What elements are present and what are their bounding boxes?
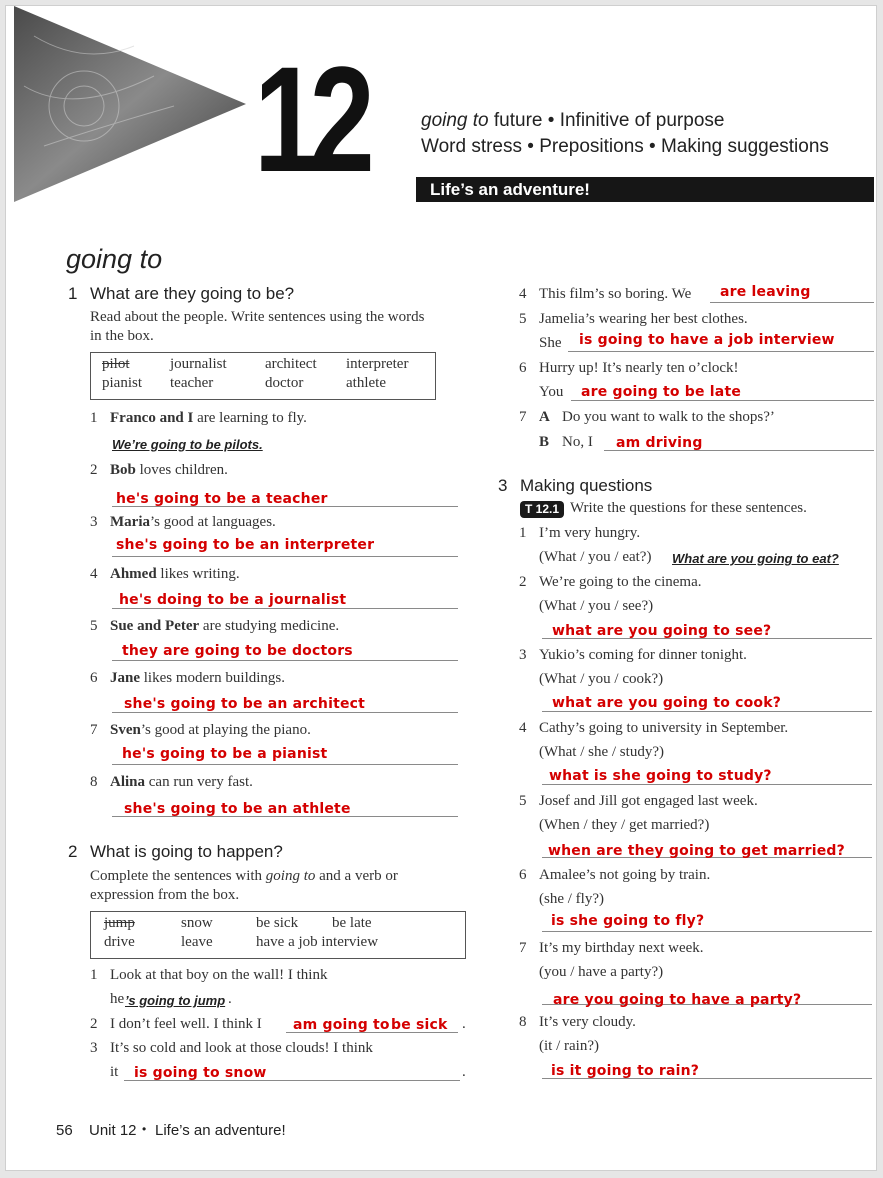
item-sentence: Sven’s good at playing the piano. [110,722,311,738]
item-sentence: Jane likes modern buildings. [110,670,285,686]
answer-text: is it going to rain? [551,1063,700,1079]
item-number: 2 [90,1016,98,1032]
box-word: interpreter [346,356,409,372]
item-sentence: Look at that boy on the wall! I think [110,967,328,983]
ex2-instruction-1: Complete the sentences with going to and a verb or [90,868,398,884]
item-number: 3 [519,647,527,663]
box-word: leave [181,934,213,950]
item-number: 8 [90,774,98,790]
item-cue: (What / she / study?) [539,744,664,760]
answer-line [112,556,458,557]
ex3-number: 3 [498,476,508,495]
answer-text: are you going to have a party? [553,992,802,1008]
unit-number: 12 [254,35,366,203]
answer-text: am driving [616,435,703,451]
box-word: snow [181,915,213,931]
title-banner [416,177,874,202]
ex2-number: 2 [68,842,78,861]
answer-text: be sick [391,1017,448,1033]
item-number: 5 [519,311,527,327]
ex2-title: What is going to happen? [90,842,283,861]
item-number: 3 [90,514,98,530]
answer-line [542,931,872,932]
speaker-a: A [539,409,550,425]
answer-text: are going to be late [581,384,742,400]
item-cue: (What / you / cook?) [539,671,664,687]
box-word: jump [104,915,135,931]
answer-text: are leaving [720,284,811,300]
answer-text: when are they going to get married? [548,843,845,859]
item-sentence: Amalee’s not going by train. [539,867,711,883]
item-number: 2 [90,462,98,478]
item-number: 7 [519,409,527,425]
audio-track-badge: T 12.1 [520,501,564,518]
item-sentence: Maria’s good at languages. [110,514,276,530]
answer-text: what is she going to study? [549,768,772,784]
answer-line [542,711,872,712]
item-cue: (it / rain?) [539,1038,599,1054]
item-continuation: She [539,335,562,351]
item-sentence: It’s very cloudy. [539,1014,636,1030]
item-number: 4 [519,286,527,302]
answer-text: he's going to be a teacher [116,491,328,507]
ex2-instruction-2: expression from the box. [90,887,240,903]
box-word: be sick [256,915,299,931]
item-sentence: Josef and Jill got engaged last week. [539,793,758,809]
item-number: 5 [90,618,98,634]
item-sentence: Ahmed likes writing. [110,566,240,582]
box-word: have a job interview [256,934,379,950]
item-sentence: This film’s so boring. We [539,286,692,302]
sentence-end: . [228,991,232,1007]
answer-text: what are you going to see? [552,623,772,639]
item-sentence: Jamelia’s wearing her best clothes. [539,311,748,327]
footer-unit-label: Unit 12 [89,1122,137,1139]
footer-bullet: • [142,1122,147,1136]
sentence-end: . [462,1016,466,1032]
answer-text: she's going to be an architect [124,696,366,712]
ex1-title: What are they going to be? [90,284,295,303]
item-sentence: I’m very hungry. [539,525,641,541]
item-number: 7 [519,940,527,956]
header-triangle-photo [14,6,254,206]
item-continuation: You [539,384,564,400]
item-sentence: Do you want to walk to the shops?’ [562,409,775,425]
answer-line [710,302,874,303]
item-sentence: I don’t feel well. I think I [110,1016,262,1032]
item-sentence: Bob loves children. [110,462,228,478]
box-word: drive [104,934,135,950]
answer-line [112,764,458,765]
item-cue: (you / have a party?) [539,964,664,980]
answer-line [542,784,872,785]
ex3-instruction: Write the questions for these sentences. [570,500,807,516]
box-word: athlete [346,375,386,391]
topics-italic: going to [421,110,489,131]
answer-line [568,351,874,352]
banner-title: Life’s an adventure! [430,180,590,199]
answer-text: am going to [293,1017,390,1033]
item-number: 8 [519,1014,527,1030]
answer-text: she's going to be an athlete [124,801,351,817]
item-continuation: it [110,1064,119,1080]
answer-text: what are you going to cook? [552,695,782,711]
item-number: 6 [519,867,527,883]
answer-line [112,608,458,609]
item-continuation: No, I [562,434,593,450]
box-word: journalist [170,356,227,372]
item-sentence: Alina can run very fast. [110,774,253,790]
answer-line [571,400,874,401]
topics-rest: future • Infinitive of purpose [488,110,725,131]
item-sentence: Hurry up! It’s nearly ten o’clock! [539,360,739,376]
speaker-b: B [539,434,550,450]
example-answer: ’s going to jump [125,993,226,1008]
answer-text: he's going to be a pianist [122,746,328,762]
answer-text: is going to have a job interview [579,332,835,348]
box-word: teacher [170,375,214,391]
ex1-instruction-2: in the box. [90,328,154,344]
example-answer: We’re going to be pilots. [112,437,263,452]
item-number: 4 [519,720,527,736]
ex1-number: 1 [68,284,78,303]
sentence-end: . [462,1064,466,1080]
item-number: 2 [519,574,527,590]
item-number: 3 [90,1040,98,1056]
workbook-page [6,6,876,1170]
item-number: 7 [90,722,98,738]
box-word: doctor [265,375,304,391]
answer-text: she's going to be an interpreter [116,537,375,553]
item-number: 5 [519,793,527,809]
box-word: architect [265,356,317,372]
answer-text: is going to snow [134,1065,267,1081]
item-number: 6 [90,670,98,686]
item-sentence: Yukio’s coming for dinner tonight. [539,647,747,663]
answer-text: is she going to fly? [551,913,705,929]
topics-line-1 [421,110,724,132]
box-word: be late [332,915,372,931]
ex3-title: Making questions [520,476,653,495]
topics-line-2: Word stress • Prepositions • Making suggestions [421,136,829,157]
ex1-instruction-1: Read about the people. Write sentences using the words [90,309,425,325]
item-sentence: We’re going to the cinema. [539,574,702,590]
answer-text: they are going to be doctors [122,643,353,659]
answer-text: he's doing to be a journalist [119,592,347,608]
answer-line [112,712,458,713]
item-sentence: It’s my birthday next week. [539,940,704,956]
item-number: 1 [90,967,98,983]
footer-unit-title: Life’s an adventure! [155,1122,286,1139]
item-cue: (What / you / eat?) [539,549,652,565]
item-sentence: Cathy’s going to university in September. [539,720,789,736]
item-continuation: he [110,991,125,1007]
item-cue: (When / they / get married?) [539,817,710,833]
box-word: pianist [102,375,142,391]
item-sentence: Sue and Peter are studying medicine. [110,618,340,634]
item-number: 4 [90,566,98,582]
item-cue: (What / you / see?) [539,598,654,614]
answer-line [112,660,458,661]
item-number: 1 [519,525,527,541]
item-cue: (she / fly?) [539,891,604,907]
box-word: pilot [102,356,130,372]
item-number: 6 [519,360,527,376]
item-sentence: It’s so cold and look at those clouds! I think [110,1040,373,1056]
page-number: 56 [56,1122,73,1139]
item-sentence: Franco and I are learning to fly. [110,410,307,426]
item-number: 1 [90,410,98,426]
section-title: going to [66,244,163,274]
example-answer: What are you going to eat? [672,551,839,566]
